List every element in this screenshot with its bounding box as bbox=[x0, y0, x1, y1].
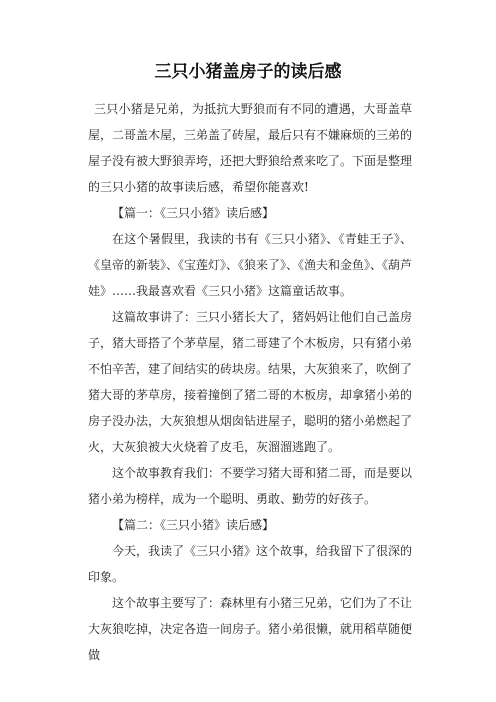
body-paragraph: 在这个暑假里，我读的书有《三只小猪》、《青蛙王子》、《皇帝的新装》、《宝莲灯》、《狼来了》、《渔夫和金鱼》、《葫芦娃》……我最喜欢看《三只小猪》这篇童话故事。 bbox=[88, 232, 413, 298]
body-paragraph: 这个故事教育我们：不要学习猪大哥和猪二哥，而是要以猪小弟为榜样，成为一个聪明、勇敢、勤劳的好孩子。 bbox=[88, 466, 413, 506]
body-paragraph: 这篇故事讲了：三只小猪长大了，猪妈妈让他们自己盖房子，猪大哥搭了个茅草屋，猪二哥建了个木板房，只有猪小弟不怕辛苦，建了间结实的砖块房。结果，大灰狼来了，吹倒了猪大哥的茅草房，接着撞倒了猪二哥的木板房，却拿猪小弟的房子没办法，大灰狼想从烟囱钻进屋子，聪明的猪小弟燃起了火，大灰狼被大火烧着了皮毛，灰溜溜逃跑了。 bbox=[88, 310, 413, 454]
section-heading-1: 【篇一：《三只小猪》读后感】 bbox=[112, 206, 275, 220]
document-body bbox=[88, 96, 412, 668]
body-paragraph: 这个故事主要写了：森林里有小猪三兄弟，它们为了不让大灰狼吃掉，决定各造一间房子。猪小弟很懒，就用稻草随便做 bbox=[88, 596, 413, 662]
body-paragraph: 今天，我读了《三只小猪》这个故事，给我留下了很深的印象。 bbox=[88, 544, 413, 584]
document-title: 三只小猪盖房子的读后感 bbox=[154, 62, 342, 82]
section-heading-2: 【篇二：《三只小猪》读后感】 bbox=[112, 518, 275, 532]
intro-paragraph: 三只小猪是兄弟，为抵抗大野狼而有不同的遭遇，大哥盖草屋，二哥盖木屋，三弟盖了砖屋，最后只有不嫌麻烦的三弟的屋子没有被大野狼弄垮，还把大野狼给煮来吃了。下面是整理的三只小猪的故事读后感，希望你能喜欢! bbox=[88, 102, 413, 194]
